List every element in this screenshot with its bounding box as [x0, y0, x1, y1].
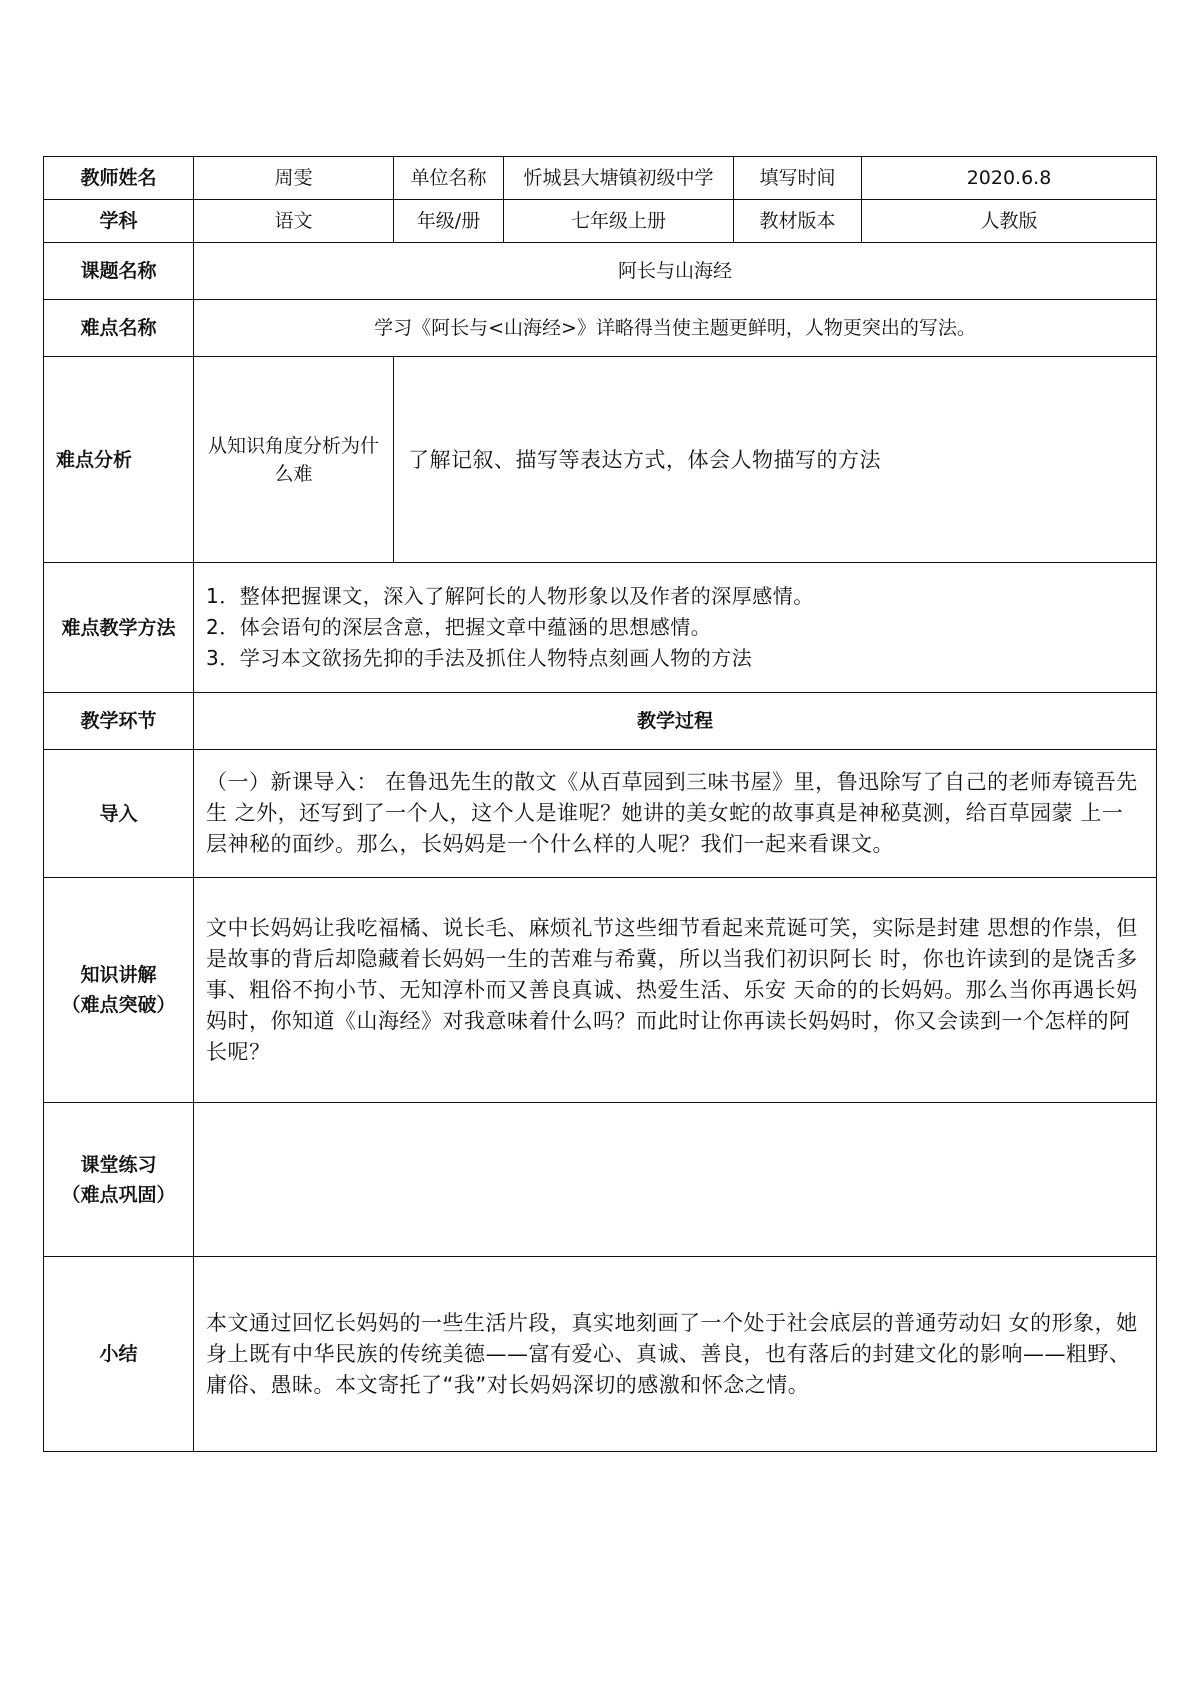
summary-text: 本文通过回忆长妈妈的一些生活片段，真实地刻画了一个处于社会底层的普通劳动妇 女的形象，她身上既有中华民族的传统美德——富有爱心、真诚、善良，也有落后的封建文化的影响——粗野、庸俗、愚昧。本文寄托了“我”对长妈妈深切的感激和怀念之情。: [194, 1257, 1157, 1452]
difficulty-row: [44, 300, 1157, 357]
practice-label-line1: 课堂练习: [80, 1153, 157, 1176]
practice-row: [44, 1103, 1157, 1257]
lesson-plan-sheet: [43, 156, 1156, 1452]
summary-row: [44, 1257, 1157, 1452]
edition-label: 教材版本: [734, 200, 862, 243]
lesson-plan-table: [43, 156, 1157, 1452]
unit-value: 忻城县大塘镇初级中学: [504, 157, 734, 200]
process-header: 教学过程: [194, 693, 1157, 750]
grade-label: 年级/册: [394, 200, 504, 243]
practice-label-line2: （难点巩固）: [61, 1183, 176, 1206]
analysis-cell: [194, 357, 1157, 563]
intro-row: [44, 750, 1157, 878]
knowledge-label-line1: 知识讲解: [80, 964, 157, 986]
edition-value: 人教版: [862, 200, 1157, 243]
knowledge-label-line2: （难点突破）: [61, 994, 176, 1016]
subject-value: 语文: [194, 200, 394, 243]
teacher-value: 周雯: [194, 157, 394, 200]
knowledge-text: 文中长妈妈让我吃福橘、说长毛、麻烦礼节这些细节看起来荒诞可笑，实际是封建 思想的作祟，但是故事的背后却隐藏着长妈妈一生的苦难与希冀，所以当我们初识阿长 时，你也许读到的是饶舌多事、粗俗不拘小节、无知淳朴而又善良真诚、热爱生活、乐安 天命的的长妈妈。那么当你再遇长妈妈时，你知道《山海经》对我意味着什么吗？而此时让你再读长妈妈时，你又会读到一个怎样的阿长呢？: [194, 878, 1157, 1103]
intro-text: （一）新课导入： 在鲁迅先生的散文《从百草园到三味书屋》里，鲁迅除写了自己的老师寿镜吾先生 之外，还写到了一个人，这个人是谁呢？她讲的美女蛇的故事真是神秘莫测，给百草园蒙 上一层神秘的面纱。那么，长妈妈是一个什么样的人呢？我们一起来看课文。: [194, 750, 1157, 878]
analysis-sub-label: 从知识角度分析为什么难: [194, 357, 394, 562]
process-header-row: [44, 693, 1157, 750]
stage-header: 教学环节: [44, 693, 194, 750]
method-list: [194, 563, 1157, 693]
knowledge-label: [44, 878, 194, 1103]
teacher-label: 教师姓名: [44, 157, 194, 200]
method-item: 3．学习本文欲扬先抑的手法及抓住人物特点刻画人物的方法: [206, 646, 753, 670]
method-item: 1．整体把握课文，深入了解阿长的人物形象以及作者的深厚感情。: [206, 584, 814, 608]
date-value: 2020.6.8: [862, 157, 1157, 200]
analysis-label: 难点分析: [44, 357, 194, 563]
method-item: 2．体会语句的深层含意，把握文章中蕴涵的思想感情。: [206, 615, 712, 639]
method-label: 难点教学方法: [44, 563, 194, 693]
header-row-1: [44, 157, 1157, 200]
analysis-value: 了解记叙、描写等表达方式，体会人物描写的方法: [408, 447, 881, 472]
intro-label: 导入: [44, 750, 194, 878]
topic-label: 课题名称: [44, 243, 194, 300]
difficulty-label: 难点名称: [44, 300, 194, 357]
topic-row: [44, 243, 1157, 300]
summary-label: 小结: [44, 1257, 194, 1452]
grade-value: 七年级上册: [504, 200, 734, 243]
method-row: [44, 563, 1157, 693]
knowledge-row: [44, 878, 1157, 1103]
analysis-row: [44, 357, 1157, 563]
unit-label: 单位名称: [394, 157, 504, 200]
date-label: 填写时间: [734, 157, 862, 200]
subject-label: 学科: [44, 200, 194, 243]
difficulty-value: 学习《阿长与<山海经>》详略得当使主题更鲜明，人物更突出的写法。: [194, 300, 1157, 357]
header-row-2: [44, 200, 1157, 243]
practice-label: [44, 1103, 194, 1257]
practice-text: [194, 1103, 1157, 1257]
topic-value: 阿长与山海经: [194, 243, 1157, 300]
